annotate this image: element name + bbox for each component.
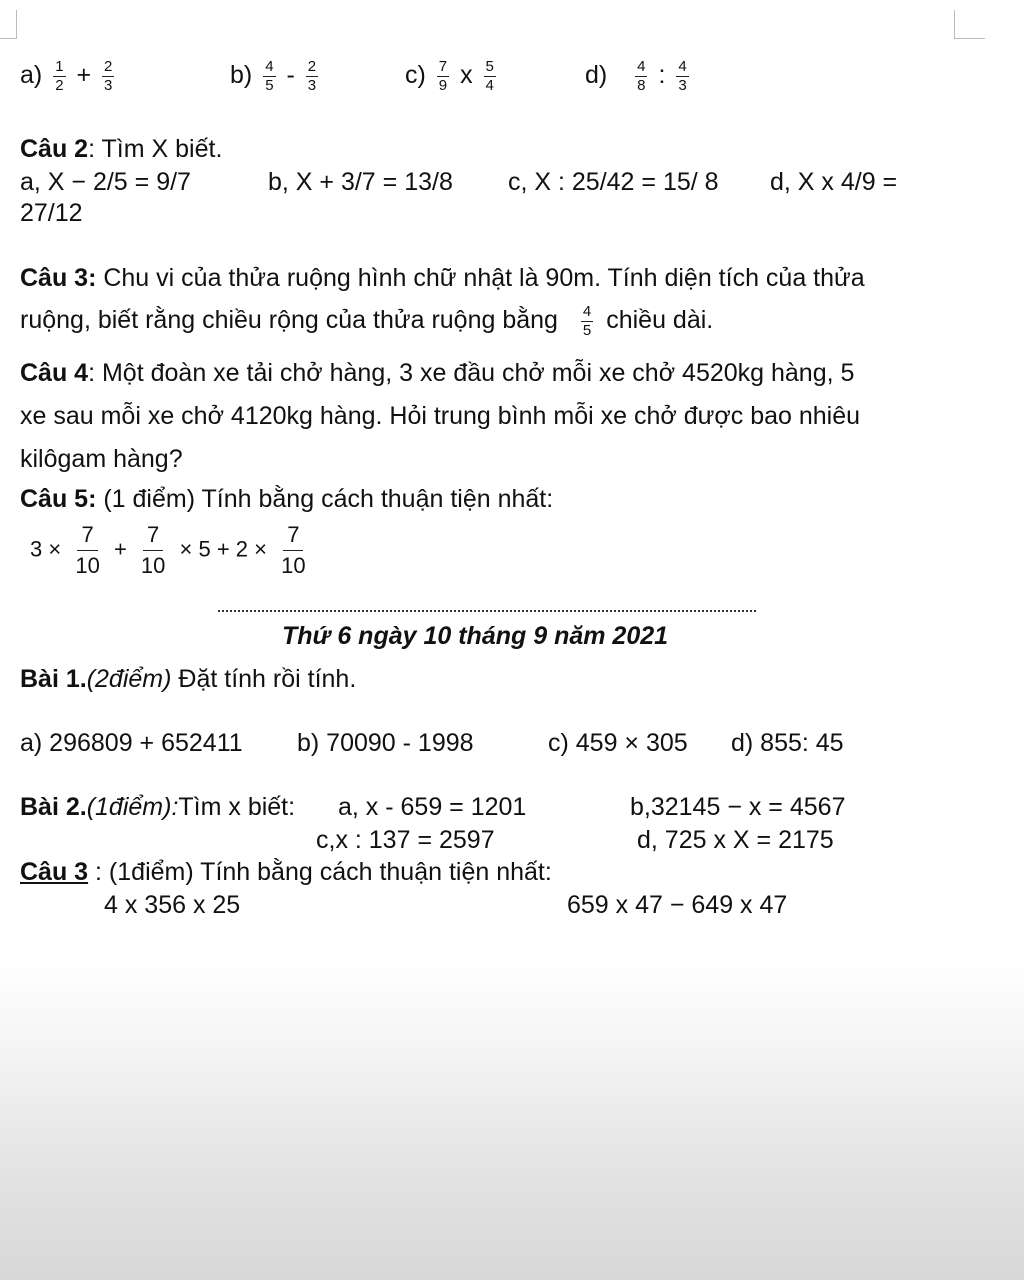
- bai2-a: a, x - 659 = 1201: [338, 793, 527, 821]
- question-text: Tìm x biết:: [178, 793, 296, 821]
- bai2-c: c,x : 137 = 2597: [316, 826, 495, 854]
- fraction: [635, 58, 647, 95]
- question-number: Câu 3:: [20, 264, 97, 292]
- operator: +: [76, 61, 92, 90]
- cau2-d: d, X x 4/9 =: [770, 168, 898, 196]
- numerator: 1: [55, 58, 64, 75]
- denominator: 4: [485, 77, 494, 94]
- cau4-line1: [20, 358, 854, 388]
- denominator: 3: [678, 77, 687, 94]
- page-corner-mark-right: [954, 10, 985, 39]
- question-number: Câu 5:: [20, 485, 97, 513]
- bai2-b: b,32145 − x = 4567: [630, 793, 846, 821]
- numerator: 5: [485, 58, 494, 75]
- denominator: 3: [104, 77, 113, 94]
- denominator: 3: [307, 77, 317, 94]
- question-number: Bài 1.: [20, 665, 87, 693]
- operator: x: [460, 61, 473, 90]
- numerator: 4: [265, 58, 274, 75]
- dotted-separator: [218, 610, 756, 612]
- fraction: [71, 522, 103, 579]
- cau2-d-continued: 27/12: [20, 199, 83, 227]
- denominator: 10: [140, 553, 166, 578]
- question-text: : Tìm X biết.: [88, 135, 223, 163]
- numerator: 2: [104, 58, 113, 75]
- bai2-heading: [20, 792, 295, 822]
- operator: -: [286, 61, 295, 90]
- cau5-expression: [30, 522, 314, 579]
- cau3-line2: [20, 303, 713, 340]
- exercise-1c: [405, 58, 500, 95]
- question-text: Chu vi của thửa ruộng hình chữ nhật là 90m. Tính diện tích của thửa: [96, 264, 865, 292]
- exercise-1a: [20, 58, 118, 95]
- fraction: [137, 522, 169, 579]
- numerator: 7: [143, 522, 163, 551]
- question-text: chiều dài.: [606, 306, 714, 335]
- question-number: Câu 3: [20, 858, 89, 886]
- exercise-label: b): [230, 61, 253, 90]
- cau4-line3: kilôgam hàng?: [20, 445, 183, 473]
- question-number: Câu 2: [20, 135, 89, 163]
- exercise-label: d): [585, 61, 608, 90]
- numerator: 7: [438, 58, 448, 75]
- question-text: (1 điểm) Tính bằng cách thuận tiện nhất:: [96, 485, 554, 513]
- cau3-line1: [20, 263, 865, 293]
- question-number: Bài 2.: [20, 793, 87, 821]
- cau2-b: b, X + 3/7 = 13/8: [268, 168, 453, 196]
- exercise-label: c): [405, 61, 426, 90]
- points-label: (2điểm): [86, 665, 172, 693]
- question-text: : (1điểm) Tính bằng cách thuận tiện nhất:: [88, 858, 552, 886]
- expression-term: × 5 + 2 ×: [179, 536, 267, 562]
- fraction: [306, 58, 318, 95]
- fraction: [277, 522, 309, 579]
- exercise-1b: [230, 58, 322, 95]
- bai1-heading: [20, 664, 356, 694]
- cau3b-expression-2: 659 x 47 − 649 x 47: [567, 891, 788, 919]
- fraction: [484, 58, 496, 95]
- exercise-1d: [585, 58, 693, 95]
- question-number: Câu 4: [20, 359, 89, 387]
- fraction: [437, 58, 449, 95]
- question-text: : Một đoàn xe tải chở hàng, 3 xe đầu chở mỗi xe chở 4520kg hàng, 5: [88, 359, 855, 387]
- fraction: [581, 303, 593, 340]
- date-heading: Thứ 6 ngày 10 tháng 9 năm 2021: [282, 622, 669, 650]
- denominator: 5: [582, 322, 592, 339]
- cau3b-expression-1: 4 x 356 x 25: [104, 891, 241, 919]
- cau2-heading: [20, 134, 222, 164]
- denominator: 10: [75, 553, 100, 578]
- numerator: 2: [307, 58, 317, 75]
- numerator: 7: [283, 522, 303, 551]
- numerator: 4: [582, 303, 592, 320]
- cau3b-heading: [20, 857, 552, 887]
- page-corner-mark-left: [0, 10, 17, 39]
- fraction: [102, 58, 114, 95]
- question-text: Đặt tính rồi tính.: [171, 665, 357, 693]
- numerator: 7: [77, 522, 97, 551]
- bai1-b: b) 70090 - 1998: [297, 729, 474, 757]
- exercise-label: a): [20, 61, 43, 90]
- numerator: 4: [678, 58, 687, 75]
- denominator: 9: [438, 77, 448, 94]
- points-label: (1điểm):: [86, 793, 179, 821]
- cau2-c: c, X : 25/42 = 15/ 8: [508, 168, 719, 196]
- question-text: ruộng, biết rằng chiều rộng của thửa ruộng bằng: [20, 306, 558, 335]
- bai1-d: d) 855: 45: [731, 729, 844, 757]
- denominator: 10: [281, 553, 306, 578]
- operator: :: [658, 61, 666, 90]
- cau2-a: a, X − 2/5 = 9/7: [20, 168, 191, 196]
- expression-term: 3 ×: [30, 536, 62, 562]
- cau5-heading: [20, 484, 553, 514]
- denominator: 2: [55, 77, 64, 94]
- denominator: 8: [637, 77, 646, 94]
- bai1-c: c) 459 × 305: [548, 729, 688, 757]
- cau4-line2: xe sau mỗi xe chở 4120kg hàng. Hỏi trung bình mỗi xe chở được bao nhiêu: [20, 402, 861, 430]
- bai2-d: d, 725 x X = 2175: [637, 826, 834, 854]
- numerator: 4: [637, 58, 646, 75]
- fraction: [263, 58, 275, 95]
- fraction: [676, 58, 688, 95]
- expression-term: +: [113, 536, 127, 562]
- denominator: 5: [265, 77, 274, 94]
- bai1-a: a) 296809 + 652411: [20, 729, 243, 757]
- fraction: [53, 58, 65, 95]
